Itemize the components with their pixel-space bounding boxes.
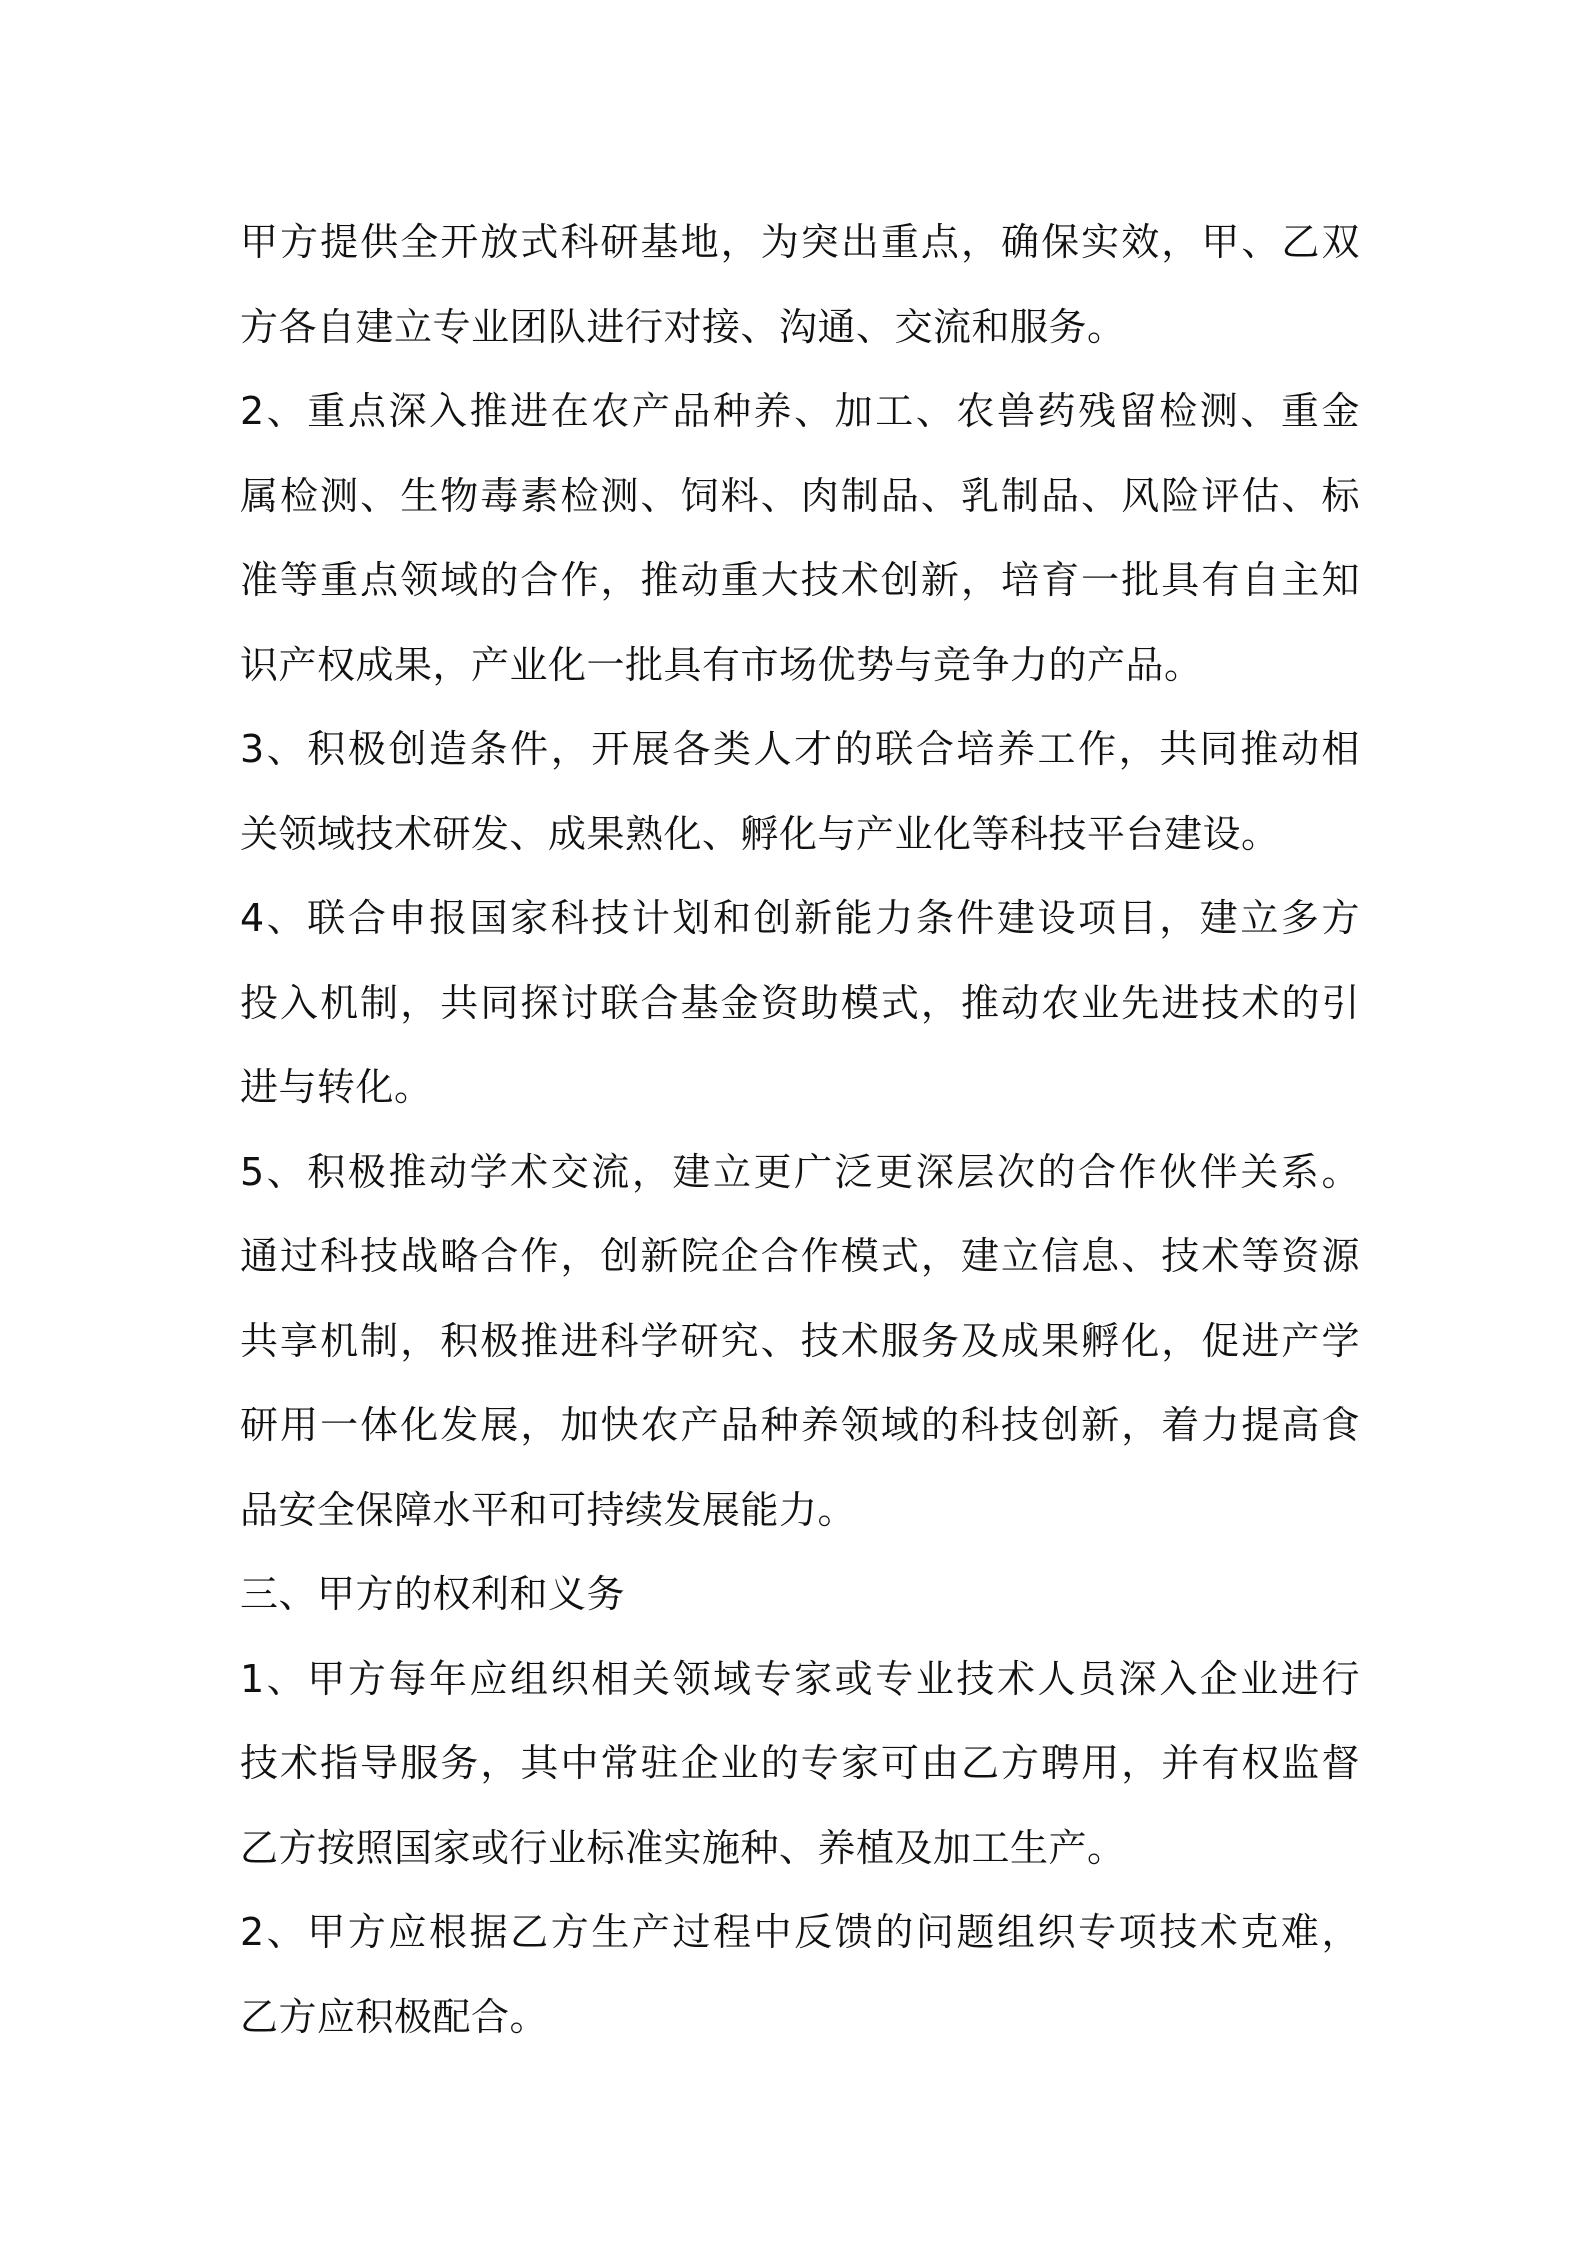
body-text-line: 甲方提供全开放式科研基地，为突出重点，确保实效，甲、乙双: [240, 220, 1360, 264]
section-3-item-1-line: 乙方按照国家或行业标准实施种、养植及加工生产。: [240, 1825, 1126, 1870]
body-text-line: 方各自建立专业团队进行对接、沟通、交流和服务。: [240, 304, 1126, 349]
list-item-2-line: 属检测、生物毒素检测、饲料、肉制品、乳制品、风险评估、标: [240, 473, 1360, 518]
section-3-item-2-line: 2、甲方应根据乙方生产过程中反馈的问题组织专项技术克难，: [240, 1910, 1360, 1954]
body-text-line: 共享机制，积极推进科学研究、技术服务及成果孵化，促进产学: [240, 1318, 1360, 1363]
section-3-item-1-line: 1、甲方每年应组织相关领域专家或专业技术人员深入企业进行: [240, 1656, 1360, 1701]
section-3-item-2-line: 乙方应积极配合。: [240, 1994, 549, 2039]
list-item-4-line: 4、联合申报国家科技计划和创新能力条件建设项目，建立多方: [240, 896, 1360, 940]
document-page: [240, 200, 1360, 2059]
list-item-2-line: 识产权成果，产业化一批具有市场优势与竞争力的产品。: [240, 642, 1203, 687]
list-item-2-line: 准等重点领域的合作，推动重大技术创新，培育一批具有自主知: [240, 558, 1360, 602]
list-item-2-line: 2、重点深入推进在农产品种养、加工、农兽药残留检测、重金: [240, 389, 1360, 433]
section-3-item-1-line: 技术指导服务，其中常驻企业的专家可由乙方聘用，并有权监督: [240, 1741, 1360, 1785]
list-item-3-line: 关领域技术研发、成果熟化、孵化与产业化等科技平台建设。: [240, 811, 1280, 856]
list-item-4-line: 进与转化。: [240, 1065, 433, 1109]
section-heading: 三、甲方的权利和义务: [240, 1572, 626, 1616]
body-text-line: 通过科技战略合作，创新院企合作模式，建立信息、技术等资源: [240, 1234, 1360, 1278]
list-item-4-line: 投入机制，共同探讨联合基金资助模式，推动农业先进技术的引: [240, 980, 1360, 1025]
body-text-line: 研用一体化发展，加快农产品种养领域的科技创新，着力提高食: [240, 1403, 1360, 1447]
body-text-line: 品安全保障水平和可持续发展能力。: [240, 1487, 857, 1532]
list-item-5-line: 5、积极推动学术交流，建立更广泛更深层次的合作伙伴关系。: [240, 1149, 1360, 1194]
list-item-3-line: 3、积极创造条件，开展各类人才的联合培养工作，共同推动相: [240, 727, 1360, 771]
